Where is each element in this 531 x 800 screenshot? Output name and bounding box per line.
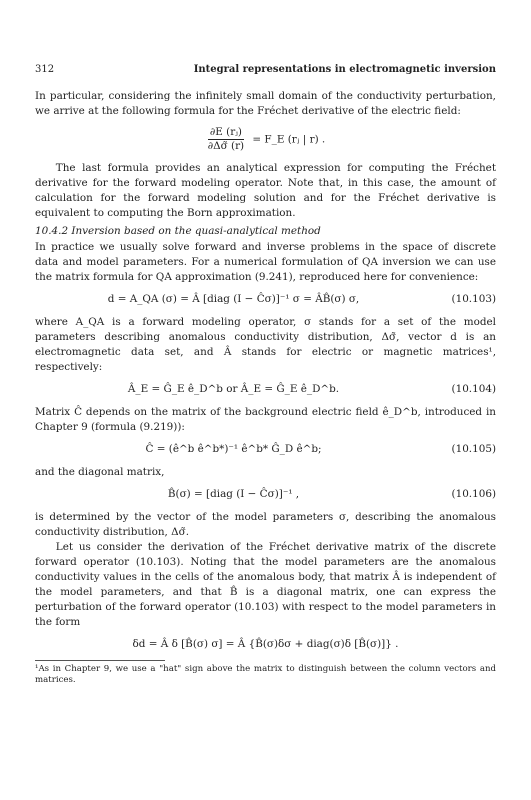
equation-number: (10.104) <box>451 383 496 395</box>
equation-rhs: = F_E (rⱼ | r) . <box>252 133 326 146</box>
paragraph-7: is determined by the vector of the model parameters σ, describing the anomalous conductivity distribution, Δσ̃. <box>35 511 496 538</box>
equation-perturbation <box>35 637 496 652</box>
fraction-numerator: ∂E (rⱼ) <box>209 126 242 138</box>
equation-number: (10.106) <box>451 488 496 500</box>
equation-10-106 <box>35 487 496 502</box>
page-number: 312 <box>35 64 55 75</box>
equation-body: δd = Â δ [B̂(σ) σ] = Â {B̂(σ)δσ + diag(σ)δ [B̂(σ)]} . <box>132 638 399 650</box>
footnote: ¹As in Chapter 9, we use a "hat" sign above the matrix to distinguish between the column vectors and matrices. <box>35 664 496 685</box>
footnote-divider <box>35 660 165 661</box>
equation-frechet <box>35 126 496 153</box>
equation-number: (10.105) <box>451 443 496 455</box>
subsection-heading: 10.4.2 Inversion based on the quasi-analytical method <box>35 225 321 237</box>
fraction-denominator: ∂Δσ̃ (r) <box>207 140 245 152</box>
equation-10-104 <box>35 382 496 397</box>
paragraph-5: Matrix Ĉ depends on the matrix of the background electric field ê_D^b, introduced in Chapter 9 (formula (9.219)): <box>35 406 496 433</box>
paragraph-1: In particular, considering the infinitely small domain of the conductivity perturbation, we arrive at the following formula for the Fréchet derivative of the electric field: <box>35 90 496 117</box>
equation-10-103 <box>35 292 496 307</box>
equation-body: Ĉ = (ê^b ê^b*)⁻¹ ê^b* Ĝ_D ê^b; <box>145 443 322 455</box>
fraction <box>206 126 246 153</box>
paragraph-3: In practice we usually solve forward and inverse problems in the space of discrete data and model parameters. For a numerical formulation of QA inversion we can use the matrix formula for QA approximation (9.241), reproduced here for convenience: <box>35 241 496 283</box>
paragraph-6: and the diagonal matrix, <box>35 466 165 478</box>
paragraph-8: Let us consider the derivation of the Fréchet derivative matrix of the discrete forward operator (10.103). Noting that the model parameters are the anomalous conductivity values in the cells of the anomalous body, that matrix Â is independent of the model parameters, and that B̂ is a diagonal matrix, one can express the perturbation of the forward operator (10.103) with respect to the model parameters in the form <box>35 541 496 628</box>
paragraph-4: where A_QA is a forward modeling operator, σ stands for a set of the model parameters describing anomalous conductivity distribution, Δσ̃, vector d is an electromagnetic data set, and Â stands for electric or magnetic matrices¹, respectively: <box>35 316 496 373</box>
equation-body: d = A_QA (σ) = Â [diag (I − Ĉσ)]⁻¹ σ = ÂB̂(σ) σ, <box>107 293 360 305</box>
paragraph-2: The last formula provides an analytical expression for computing the Fréchet derivative for the forward modeling operator. Note that, in this case, the amount of calculation for the forward modeling solution and for the Fréchet derivative is equivalent to computing the Born approximation. <box>35 162 496 219</box>
equation-body: B̂(σ) = [diag (I − Ĉσ)]⁻¹ , <box>167 488 300 500</box>
running-title: Integral representations in electromagnetic inversion <box>193 64 496 75</box>
equation-number: (10.103) <box>451 293 496 305</box>
equation-body: Â_E = Ĝ_E ê_D^b or Â_E = Ĝ_E ê_D^b. <box>127 383 340 395</box>
running-header <box>35 62 496 77</box>
equation-10-105 <box>35 442 496 457</box>
